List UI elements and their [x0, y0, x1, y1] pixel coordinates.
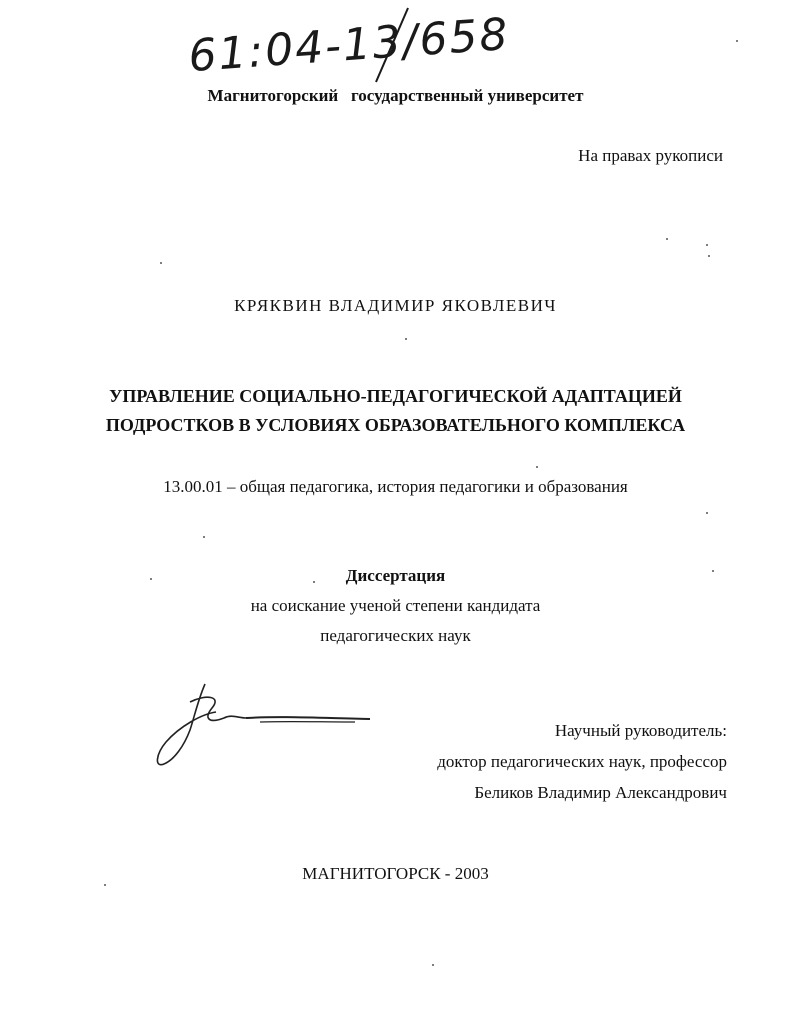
scan-speck: [708, 255, 710, 257]
author-signature: [150, 678, 380, 773]
scan-speck: [736, 40, 738, 42]
degree-line-1: на соискание ученой степени кандидата: [250, 596, 541, 615]
scan-speck: [706, 512, 708, 514]
title-line-2: ПОДРОСТКОВ В УСЛОВИЯХ ОБРАЗОВАТЕЛЬНОГО КОМПЛЕКСА: [105, 415, 686, 435]
city-year: МАГНИТОГОРСК - 2003: [302, 864, 489, 883]
scan-speck: [712, 570, 714, 572]
supervisor-name: Беликов Владимир Александрович: [474, 783, 727, 802]
archive-number-text: 61:04-13/658: [186, 8, 512, 83]
scan-speck: [203, 536, 205, 538]
signature-tail-stroke: [246, 717, 370, 719]
scan-speck: [432, 964, 434, 966]
supervisor-credentials: доктор педагогических наук, профессор: [437, 752, 727, 771]
supervisor-label: Научный руководитель:: [554, 721, 727, 740]
dissertation-title: [0, 382, 791, 440]
document-type: Диссертация: [345, 566, 446, 585]
signature-loop-stroke: [157, 684, 216, 765]
university-name: Магнитогорский государственный университет: [207, 86, 584, 105]
supervisor-block: [437, 715, 727, 808]
handwritten-archive-number: [180, 4, 512, 84]
scan-speck: [536, 466, 538, 468]
scan-speck: [666, 238, 668, 240]
degree-line-2: педагогических наук: [320, 626, 471, 645]
author-name: КРЯКВИН ВЛАДИМИР ЯКОВЛЕВИЧ: [234, 296, 557, 315]
scan-speck: [706, 244, 708, 246]
title-line-1: УПРАВЛЕНИЕ СОЦИАЛЬНО-ПЕДАГОГИЧЕСКОЙ АДАПТАЦИЕЙ: [109, 386, 682, 406]
scan-speck: [313, 581, 315, 583]
scan-speck: [160, 262, 162, 264]
specialty-code: 13.00.01 – общая педагогика, история педагогики и образования: [163, 477, 628, 496]
rights-note: На правах рукописи: [578, 146, 723, 165]
scan-speck: [405, 338, 407, 340]
scan-speck: [104, 884, 106, 886]
scan-speck: [150, 578, 152, 580]
